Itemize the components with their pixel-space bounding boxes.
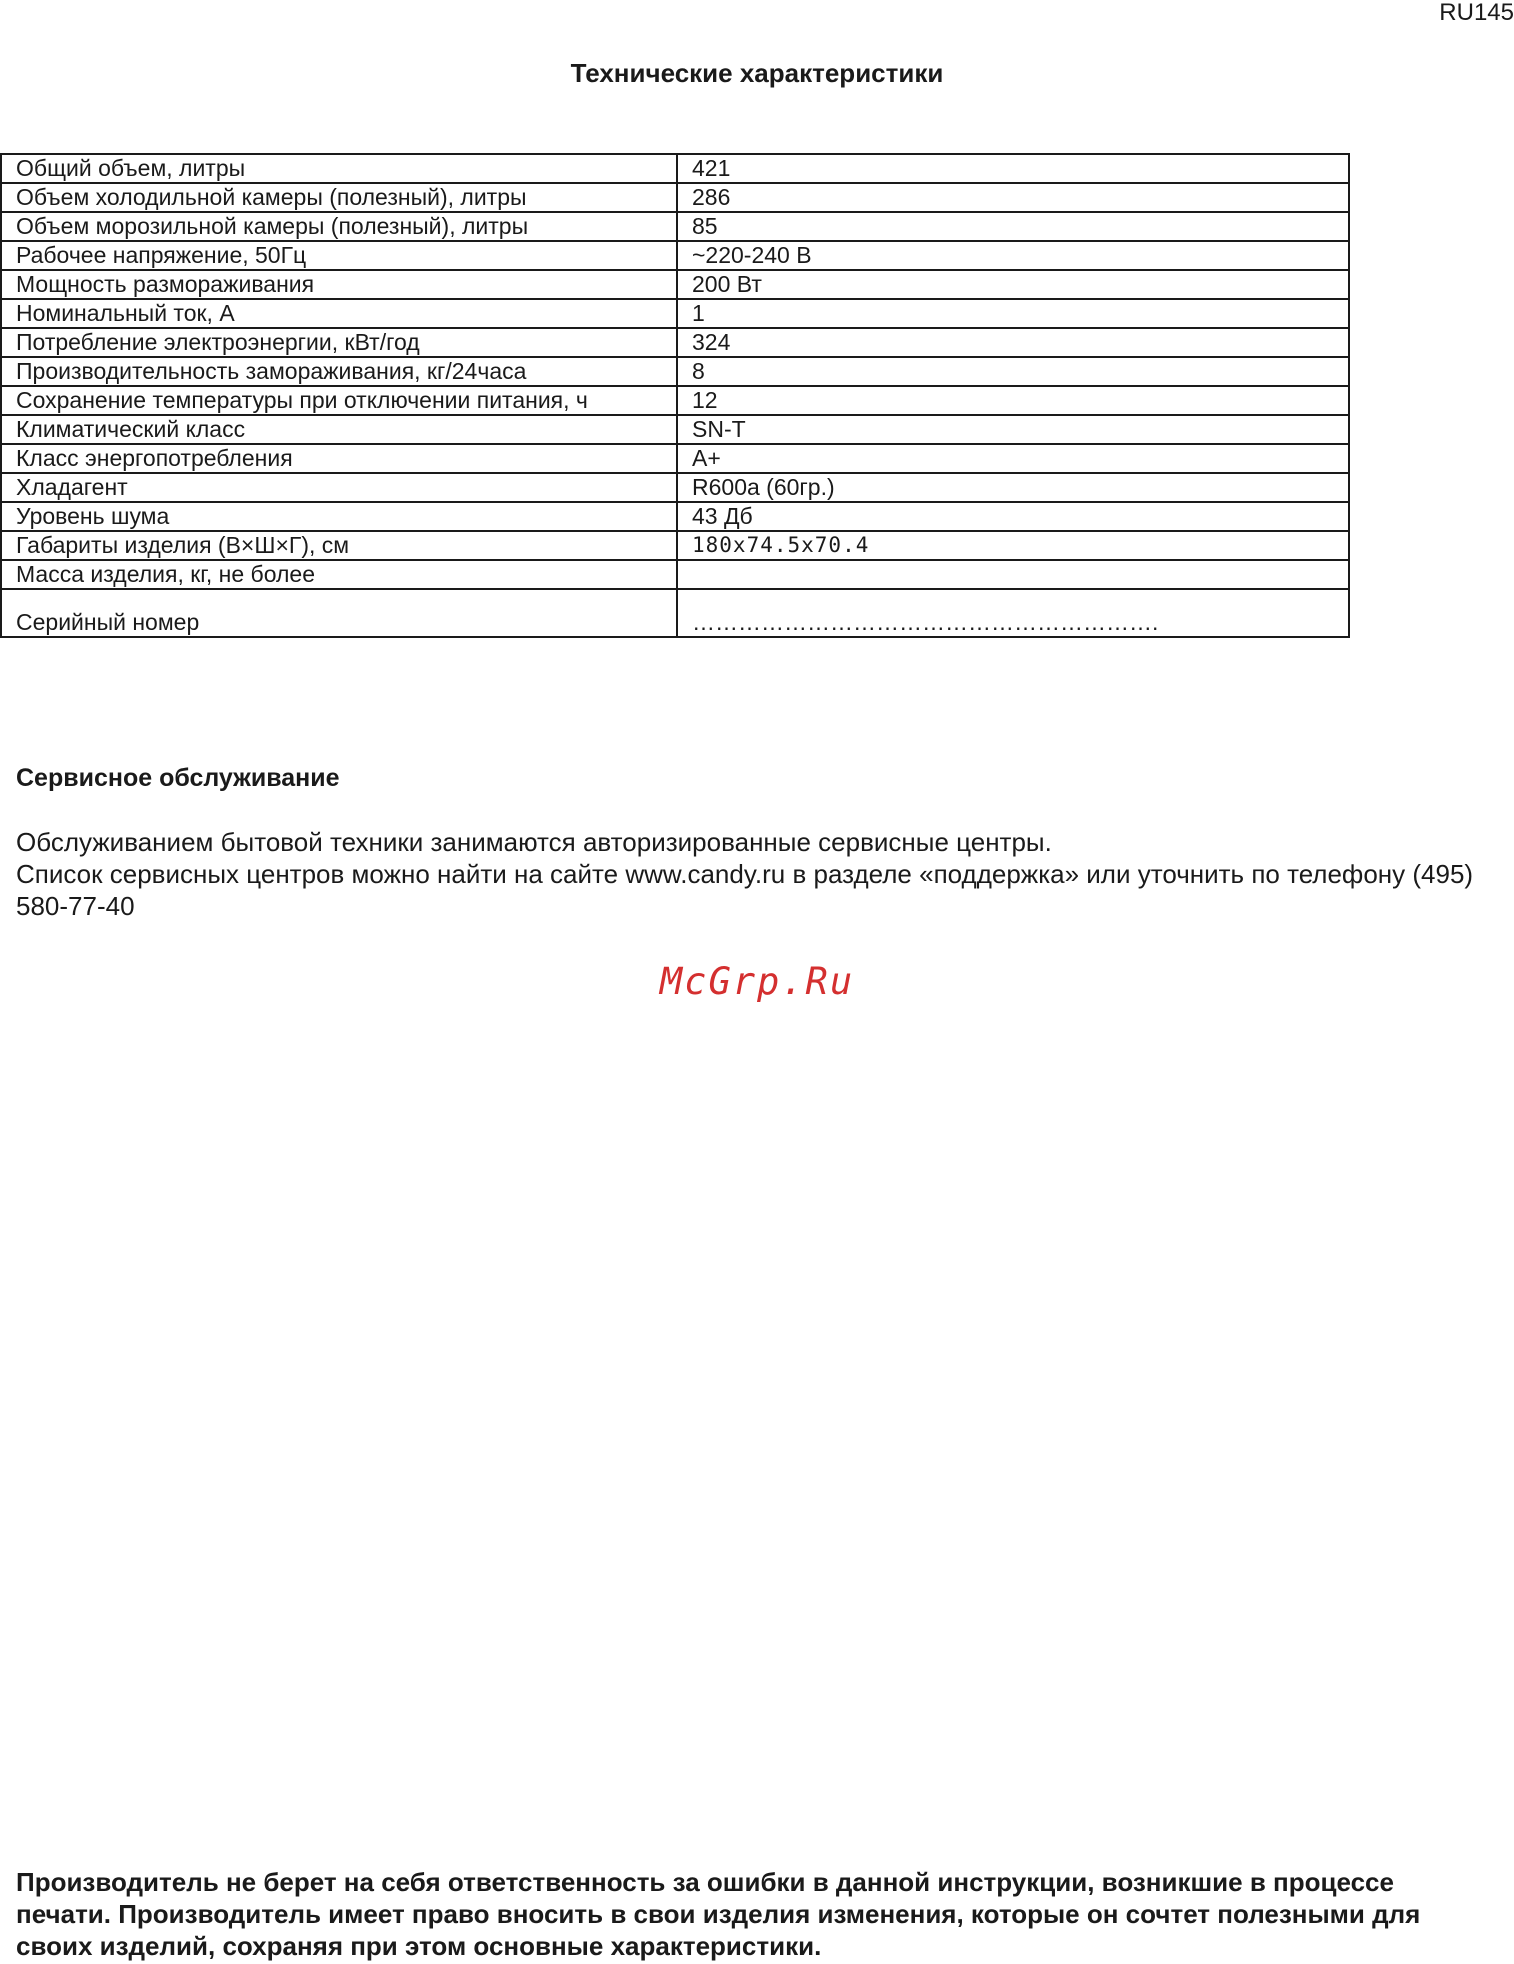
spec-label: Уровень шума bbox=[1, 502, 677, 531]
spec-label: Мощность размораживания bbox=[1, 270, 677, 299]
table-row bbox=[1, 241, 1349, 270]
spec-label: Класс энергопотребления bbox=[1, 444, 677, 473]
page-number: RU145 bbox=[1439, 0, 1514, 26]
table-row bbox=[1, 444, 1349, 473]
table-row bbox=[1, 560, 1349, 589]
spec-value: 324 bbox=[677, 328, 1349, 357]
spec-value: 12 bbox=[677, 386, 1349, 415]
spec-label: Номинальный ток, А bbox=[1, 299, 677, 328]
page-title: Технические характеристики bbox=[570, 58, 944, 88]
spec-label: Габариты изделия (В×Ш×Г), см bbox=[1, 531, 677, 560]
spec-value: 421 bbox=[677, 154, 1349, 183]
table-row bbox=[1, 415, 1349, 444]
spec-label: Производительность замораживания, кг/24часа bbox=[1, 357, 677, 386]
table-row bbox=[1, 154, 1349, 183]
disclaimer: Производитель не берет на себя ответственность за ошибки в данной инструкции, возникшие в процессе печати. Производитель имеет право вносить в свои изделия изменения, которые он сочтет полезными для своих изделий, сохраняя при этом основные характеристики. bbox=[16, 1867, 1421, 1961]
spec-label: Хладагент bbox=[1, 473, 677, 502]
spec-value: ~220-240 В bbox=[677, 241, 1349, 270]
table-row bbox=[1, 502, 1349, 531]
spec-table bbox=[0, 153, 1350, 638]
table-row bbox=[1, 473, 1349, 502]
spec-label: Климатический класс bbox=[1, 415, 677, 444]
spec-value: 200 Вт bbox=[677, 270, 1349, 299]
spec-value: 180x74.5x70.4 bbox=[677, 531, 1349, 560]
spec-value: SN-T bbox=[677, 415, 1349, 444]
service-paragraph: Список сервисных центров можно найти на сайте www.candy.ru в разделе «поддержка» или уточнить по телефону (495) 580-77-40 bbox=[16, 859, 1474, 921]
spec-label: Серийный номер bbox=[1, 589, 677, 637]
service-text bbox=[16, 826, 1486, 922]
spec-value bbox=[677, 560, 1349, 589]
spec-value: 43 Дб bbox=[677, 502, 1349, 531]
spec-value: 85 bbox=[677, 212, 1349, 241]
spec-label: Рабочее напряжение, 50Гц bbox=[1, 241, 677, 270]
spec-label: Объем морозильной камеры (полезный), литры bbox=[1, 212, 677, 241]
table-row bbox=[1, 270, 1349, 299]
table-row bbox=[1, 299, 1349, 328]
spec-label: Объем холодильной камеры (полезный), литры bbox=[1, 183, 677, 212]
table-row bbox=[1, 357, 1349, 386]
watermark: McGrp.Ru bbox=[659, 960, 855, 1003]
service-paragraph: Обслуживанием бытовой техники занимаются авторизированные сервисные центры. bbox=[16, 827, 1052, 857]
table-row bbox=[1, 531, 1349, 560]
spec-value: 8 bbox=[677, 357, 1349, 386]
spec-value: 1 bbox=[677, 299, 1349, 328]
table-row bbox=[1, 328, 1349, 357]
spec-label: Масса изделия, кг, не более bbox=[1, 560, 677, 589]
spec-value: ……………………………………………………. bbox=[677, 589, 1349, 637]
spec-value: A+ bbox=[677, 444, 1349, 473]
spec-label: Общий объем, литры bbox=[1, 154, 677, 183]
spec-value: R600a (60гр.) bbox=[677, 473, 1349, 502]
table-row bbox=[1, 589, 1349, 637]
table-row bbox=[1, 386, 1349, 415]
spec-value: 286 bbox=[677, 183, 1349, 212]
spec-label: Потребление электроэнергии, кВт/год bbox=[1, 328, 677, 357]
service-heading: Сервисное обслуживание bbox=[16, 764, 340, 792]
spec-label: Сохранение температуры при отключении питания, ч bbox=[1, 386, 677, 415]
table-row bbox=[1, 183, 1349, 212]
table-row bbox=[1, 212, 1349, 241]
